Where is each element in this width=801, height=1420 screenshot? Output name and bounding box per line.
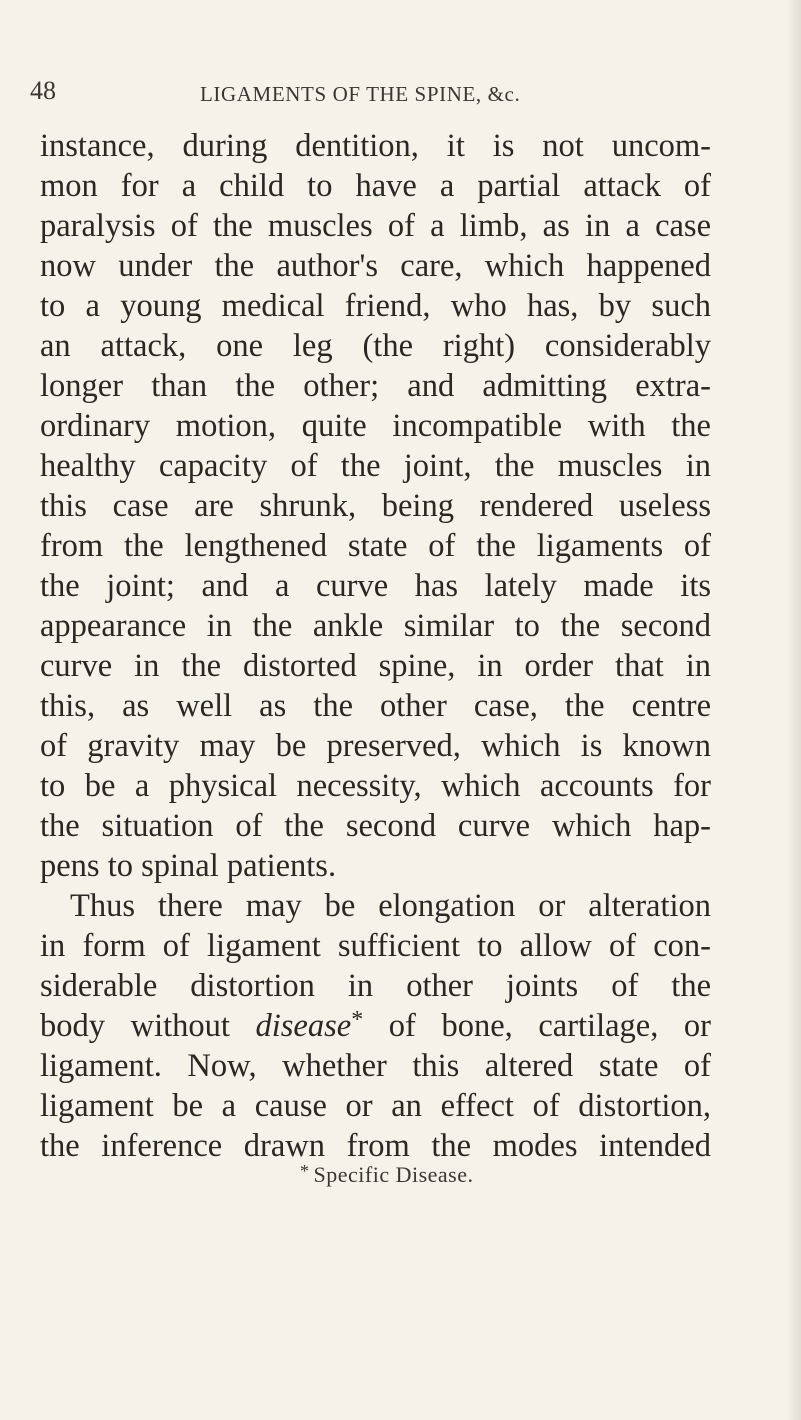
page-header	[0, 76, 801, 116]
text-line: mon for a child to have a partial attack of	[40, 168, 711, 204]
text-line: paralysis of the muscles of a limb, as in a case	[40, 208, 711, 244]
text-line: this case are shrunk, being rendered useless	[40, 488, 711, 524]
page-edge-shadow	[787, 0, 801, 1420]
text-line: instance, during dentition, it is not uncom-	[40, 128, 711, 164]
text-line: pens to spinal patients.	[40, 848, 337, 884]
text-line: healthy capacity of the joint, the muscles in	[40, 448, 711, 484]
text-line: now under the author's care, which happened	[40, 248, 711, 284]
text-line: of gravity may be preserved, which is known	[40, 728, 711, 764]
text-line: the inference drawn from the modes intended	[40, 1128, 711, 1164]
footnote	[300, 1161, 474, 1188]
text-line: appearance in the ankle similar to the second	[40, 608, 711, 644]
text-line: the situation of the second curve which hap-	[40, 808, 711, 844]
footnote-reference-mark: *	[351, 1007, 364, 1033]
text-segment: of bone, cartilage, or	[363, 1008, 711, 1044]
text-line: this, as well as the other case, the centre	[40, 688, 711, 724]
text-line: ordinary motion, quite incompatible with the	[40, 408, 711, 444]
text-line: in form of ligament sufficient to allow of con-	[40, 928, 711, 964]
text-line: from the lengthened state of the ligaments of	[40, 528, 711, 564]
text-line: siderable distortion in other joints of the	[40, 968, 711, 1004]
text-line: an attack, one leg (the right) considerably	[40, 328, 711, 364]
running-head: LIGAMENTS OF THE SPINE, &c.	[200, 82, 521, 106]
text-line: to be a physical necessity, which accounts for	[40, 768, 711, 804]
text-line: curve in the distorted spine, in order that in	[40, 648, 711, 684]
footnote-mark: *	[300, 1161, 310, 1181]
text-line-with-footnote-ref	[40, 1006, 711, 1046]
emphasized-word: disease	[255, 1008, 352, 1044]
text-line: ligament be a cause or an effect of distortion,	[40, 1088, 711, 1124]
text-line: longer than the other; and admitting extra-	[40, 368, 711, 404]
page-number: 48	[30, 76, 56, 105]
footnote-text: Specific Disease.	[313, 1162, 474, 1187]
text-segment: body without	[40, 1008, 256, 1044]
text-line-paragraph-start: Thus there may be elongation or alteration	[70, 888, 711, 924]
text-line: ligament. Now, whether this altered state of	[40, 1048, 711, 1084]
text-line: the joint; and a curve has lately made its	[40, 568, 711, 604]
text-line: to a young medical friend, who has, by such	[40, 288, 711, 324]
